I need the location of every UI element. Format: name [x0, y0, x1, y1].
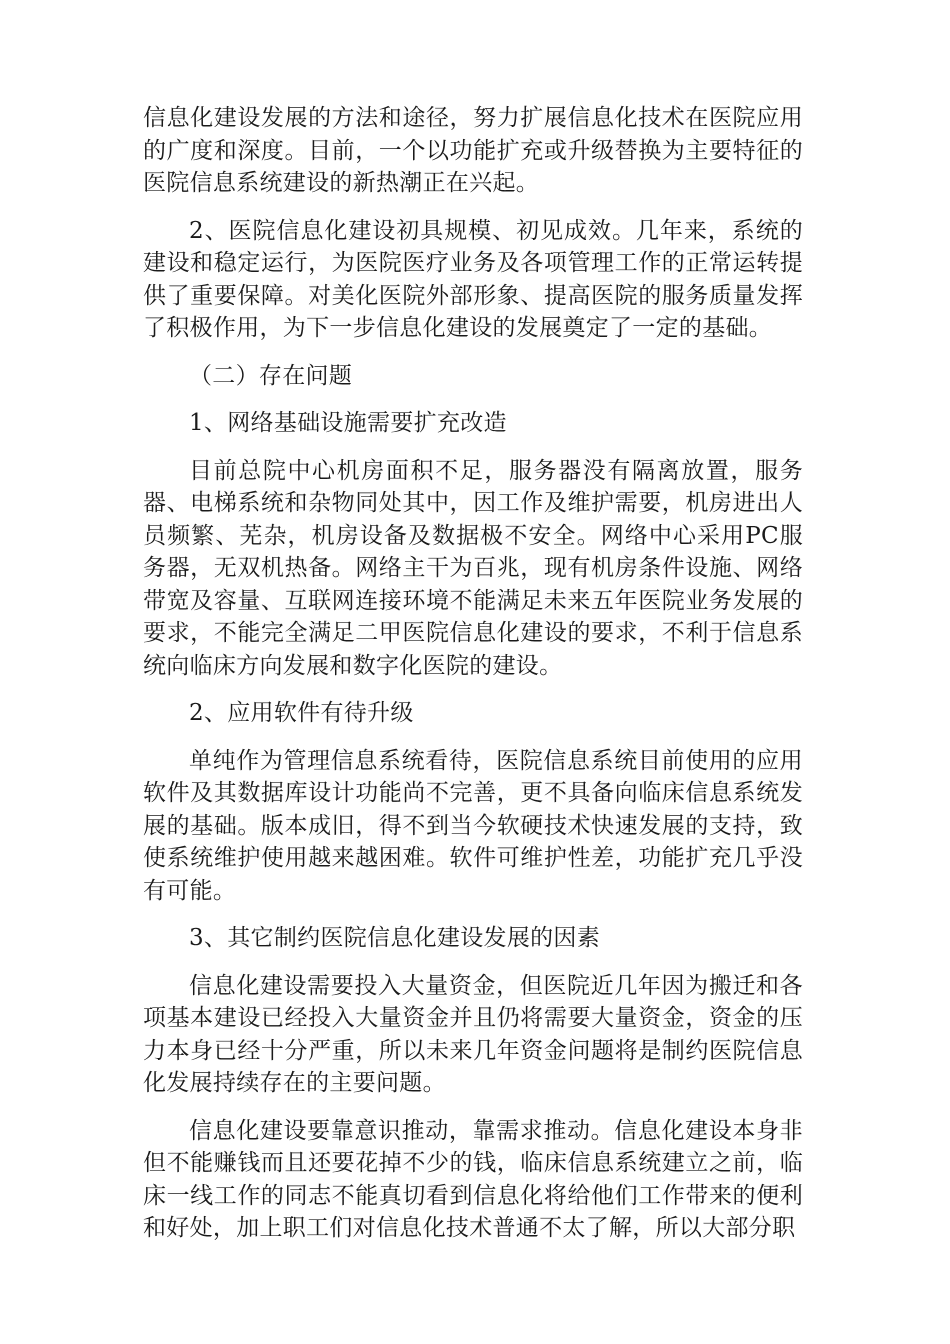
paragraph-software-upgrade: 单纯作为管理信息系统看待，医院信息系统目前使用的应用软件及其数据库设计功能尚不完善，更不具备向临床信息系统发展的基础。版本成旧，得不到当今软硬技术快速发展的支持，致使系统维护使用越来越困难。软件可维护性差，功能扩充几乎没有可能。	[143, 747, 803, 904]
subheading-software-upgrade: 2、应用软件有待升级	[189, 700, 414, 726]
document-body	[143, 102, 803, 1260]
paragraph-initial-results: 2、医院信息化建设初具规模、初见成效。几年来，系统的建设和稳定运行，为医院医疗业务及各项管理工作的正常运转提供了重要保障。对美化医院外部形象、提高医院的服务质量发挥了积极作用，为下一步信息化建设的发展奠定了一定的基础。	[143, 217, 803, 341]
paragraph-network-infrastructure: 目前总院中心机房面积不足，服务器没有隔离放置，服务器、电梯系统和杂物同处其中，因工作及维护需要，机房进出人员频繁、芜杂，机房设备及数据极不安全。网络中心采用PC服务器，无双机热备。网络主干为百兆，现有机房条件设施、网络带宽及容量、互联网连接环境不能满足未来五年医院业务发展的要求，不能完全满足二甲医院信息化建设的要求，不利于信息系统向临床方向发展和数字化医院的建设。	[143, 457, 803, 679]
subheading-other-factors: 3、其它制约医院信息化建设发展的因素	[189, 925, 601, 951]
paragraph-continuation: 信息化建设发展的方法和途径，努力扩展信息化技术在医院应用的广度和深度。目前，一个以功能扩充或升级替换为主要特征的医院信息系统建设的新热潮正在兴起。	[143, 105, 803, 196]
subheading-network-infrastructure: 1、网络基础设施需要扩充改造	[189, 410, 507, 436]
paragraph-funding: 信息化建设需要投入大量资金，但医院近几年因为搬迁和各项基本建设已经投入大量资金并且仍将需要大量资金，资金的压力本身已经十分严重，所以未来几年资金问题将是制约医院信息化发展持续存在的主要问题。	[143, 972, 803, 1096]
section-heading-existing-problems: （二）存在问题	[189, 362, 353, 389]
paragraph-awareness: 信息化建设要靠意识推动，靠需求推动。信息化建设本身非但不能赚钱而且还要花掉不少的钱，临床信息系统建立之前，临床一线工作的同志不能真切看到信息化将给他们工作带来的便利和好处，加上职工们对信息化技术普通不太了解，所以大部分职	[143, 1117, 803, 1241]
